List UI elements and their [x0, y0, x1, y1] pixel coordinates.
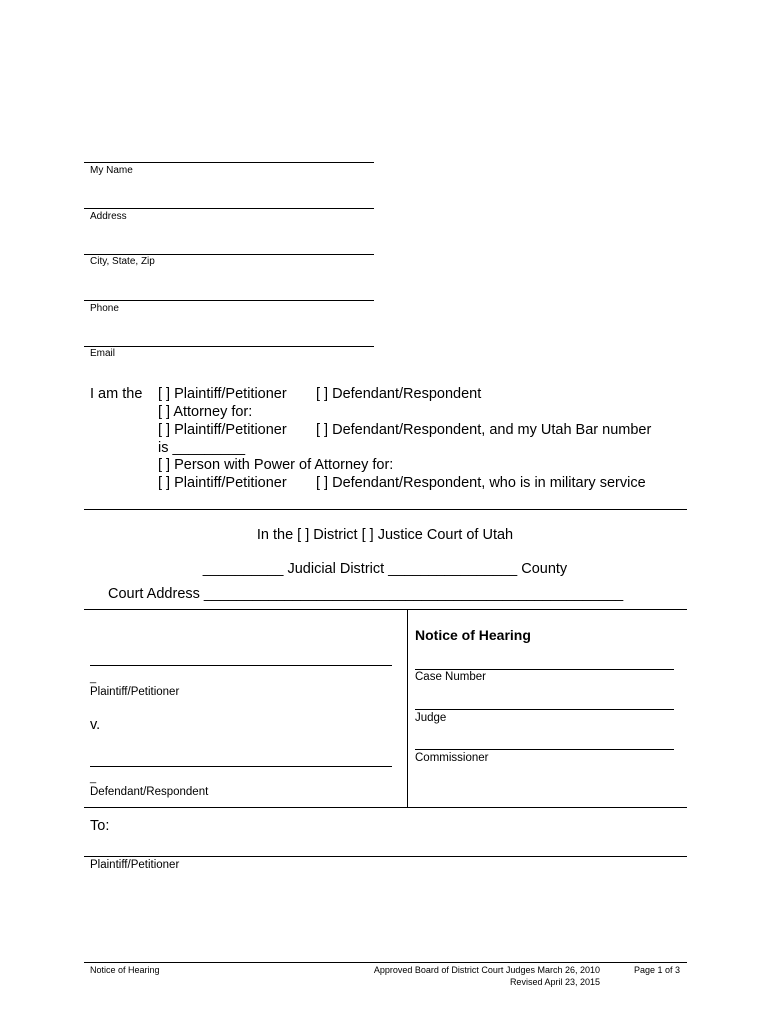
name-line[interactable]: [84, 162, 374, 163]
party-lead-text: I am the: [90, 386, 143, 402]
case-number-label: Case Number: [415, 671, 486, 683]
poa-defendant-option[interactable]: [ ] Defendant/Respondent, who is in military service: [316, 475, 646, 491]
defendant-label: Defendant/Respondent: [90, 786, 209, 798]
judge-line[interactable]: [415, 709, 674, 710]
commissioner-label: Commissioner: [415, 752, 489, 764]
footer-page-number: Page 1 of 3: [633, 965, 680, 975]
defendant-checkbox-option[interactable]: [ ] Defendant/Respondent: [316, 386, 482, 402]
section-divider: [84, 509, 687, 510]
address-line[interactable]: [84, 208, 374, 209]
commissioner-line[interactable]: [415, 749, 674, 750]
plaintiff-checkbox-option[interactable]: [ ] Plaintiff/Petitioner: [158, 386, 287, 402]
court-type-line[interactable]: In the [ ] District [ ] Justice Court of Utah: [256, 527, 514, 543]
bar-number-field[interactable]: is _________: [158, 440, 246, 456]
plaintiff-dash: _: [90, 672, 97, 684]
plaintiff-label: Plaintiff/Petitioner: [90, 686, 180, 698]
power-of-attorney-option[interactable]: [ ] Person with Power of Attorney for:: [158, 457, 394, 473]
poa-plaintiff-option[interactable]: [ ] Plaintiff/Petitioner: [158, 475, 287, 491]
to-label: To:: [90, 818, 110, 834]
caption-top-border: [84, 609, 687, 610]
footer-form-name: Notice of Hearing: [90, 965, 160, 975]
email-label: Email: [90, 348, 116, 359]
recipient-label: Plaintiff/Petitioner: [90, 859, 180, 871]
attorney-plaintiff-option[interactable]: [ ] Plaintiff/Petitioner: [158, 422, 287, 438]
versus-label: v.: [90, 717, 101, 733]
caption-divider: [407, 609, 408, 807]
footer-revised-text: Revised April 23, 2015: [509, 977, 600, 987]
phone-line[interactable]: [84, 300, 374, 301]
defendant-dash: _: [90, 772, 97, 784]
plaintiff-name-line[interactable]: [90, 665, 392, 666]
address-label: Address: [90, 211, 127, 222]
attorney-checkbox-option[interactable]: [ ] Attorney for:: [158, 404, 253, 420]
court-address-line[interactable]: Court Address ____________________________________________________: [108, 586, 624, 602]
judge-label: Judge: [415, 712, 447, 724]
case-number-line[interactable]: [415, 669, 674, 670]
city-state-zip-line[interactable]: [84, 254, 374, 255]
name-label: My Name: [90, 165, 133, 176]
judicial-district-line[interactable]: __________ Judicial District ________________ County: [202, 561, 568, 577]
footer-rule: [84, 962, 687, 963]
attorney-defendant-option[interactable]: [ ] Defendant/Respondent, and my Utah Bar number: [316, 422, 652, 438]
city-state-zip-label: City, State, Zip: [90, 256, 155, 267]
caption-bottom-border: [84, 807, 687, 808]
recipient-line[interactable]: [84, 856, 687, 857]
phone-label: Phone: [90, 303, 119, 314]
footer-approved-text: Approved Board of District Court Judges March 26, 2010: [373, 965, 600, 975]
document-title: Notice of Hearing: [415, 627, 531, 643]
email-line[interactable]: [84, 346, 374, 347]
defendant-name-line[interactable]: [90, 766, 392, 767]
